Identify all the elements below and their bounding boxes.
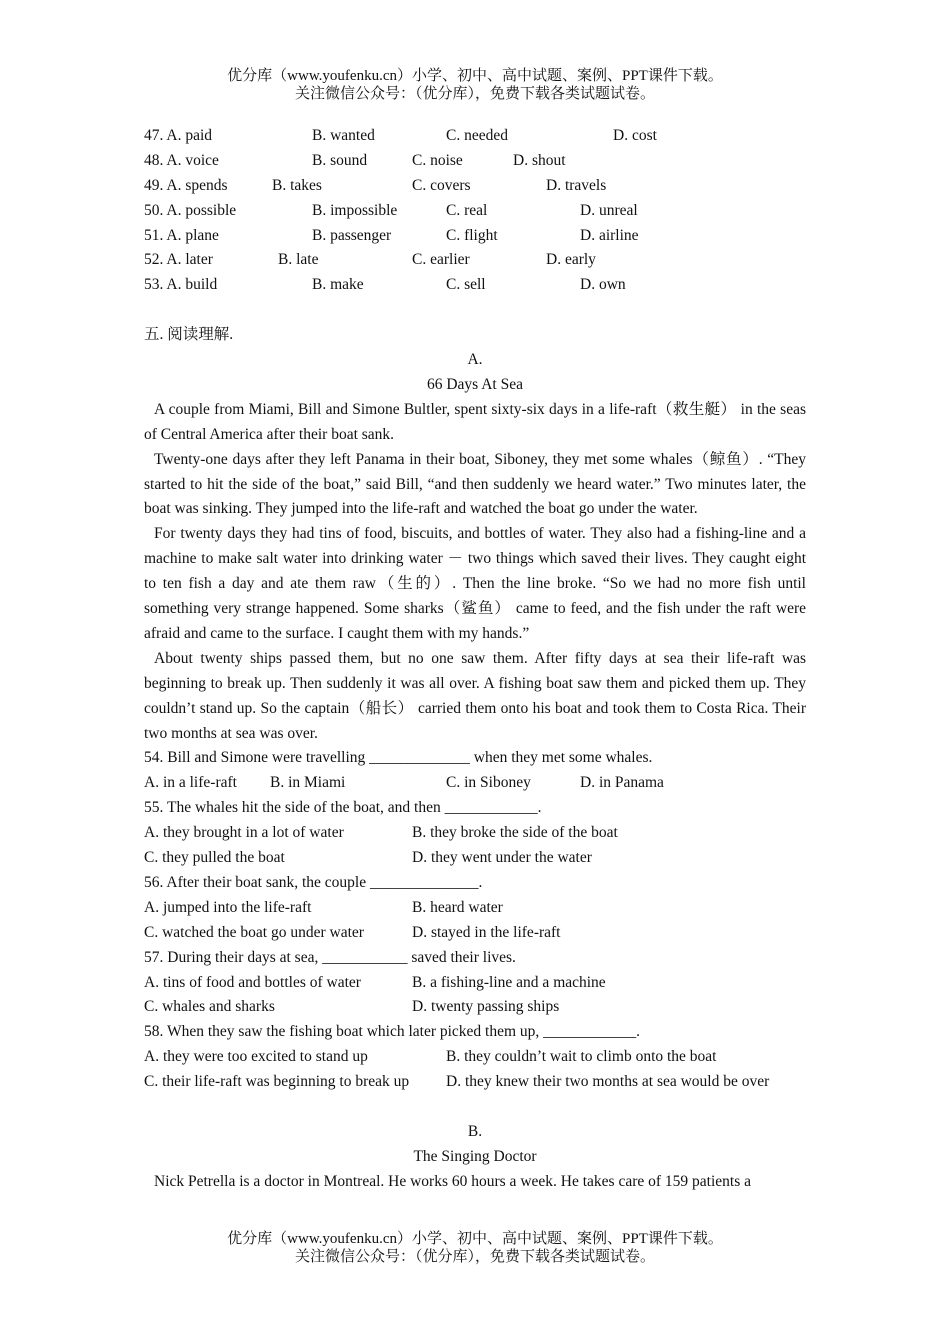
page-header <box>0 67 950 103</box>
question-56-stem: 56. After their boat sank, the couple ______________. <box>144 873 483 891</box>
question-54-stem: 54. Bill and Simone were travelling _____________ when they met some whales. <box>144 749 653 767</box>
spacer <box>144 298 806 323</box>
question-57-options-row-1: A. tins of food and bottles of water B. a fishing-line and a machine <box>144 973 606 991</box>
cloze-row-52: 52. A. later B. late C. earlier D. early <box>144 251 596 269</box>
question-56-options-row-1: A. jumped into the life-raft B. heard water <box>144 898 503 916</box>
passage-a-paragraph-1: A couple from Miami, Bill and Simone Bultler, spent sixty-six days in a life-raft（救生艇） in the seas of Central America after their boat sank. <box>144 400 806 443</box>
passage-b-first-line: Nick Petrella is a doctor in Montreal. He works 60 hours a week. He takes care of 159 patients a <box>154 1172 751 1190</box>
passage-a-paragraph-4: About twenty ships passed them, but no one saw them. After fifty days at sea their life-raft was beginning to break up. Then suddenly it was all over. A fishing boat saw them and picked them up. They couldn’t stand up. So the captain（船长） carried them onto his boat and took them to Costa Rica. Their two months at sea was over. <box>144 649 806 742</box>
question-58-options-row-2: C. their life-raft was beginning to break up D. they knew their two months at sea would be over <box>144 1073 770 1091</box>
header-line-1: 优分库（www.youfenku.cn）小学、初中、高中试题、案例、PPT课件下载。 <box>227 68 723 84</box>
footer-line-1: 优分库（www.youfenku.cn）小学、初中、高中试题、案例、PPT课件下载。 <box>227 1231 723 1247</box>
question-58-options-row-1: A. they were too excited to stand up B. they couldn’t wait to climb onto the boat <box>144 1048 717 1066</box>
question-56-options-row-2: C. watched the boat go under water D. stayed in the life-raft <box>144 923 561 941</box>
passage-a-label: A. <box>467 351 483 369</box>
question-57-options-row-2: C. whales and sharks D. twenty passing ships <box>144 998 560 1016</box>
question-54-options: A. in a life-raft B. in Miami C. in Siboney D. in Panama <box>144 774 664 792</box>
cloze-row-49: 49. A. spends B. takes C. covers D. travels <box>144 176 607 194</box>
cloze-row-51: 51. A. plane B. passenger C. flight D. airline <box>144 226 639 244</box>
cloze-row-50: 50. A. possible B. impossible C. real D. unreal <box>144 201 638 219</box>
passage-a-paragraph-2: Twenty-one days after they left Panama in their boat, Siboney, they met some whales（鲸鱼）. “They started to hit the side of the boat,” said Bill, “and then suddenly we heard water.” Two minutes later, the boat was sinking. They jumped into the life-raft and watched the boat go under the water. <box>144 450 806 518</box>
section-title: 五. 阅读理解. <box>144 326 234 344</box>
passage-b-label: B. <box>467 1122 483 1140</box>
question-55-options-row-1: A. they brought in a lot of water B. they broke the side of the boat <box>144 824 618 842</box>
passage-b-title: The Singing Doctor <box>413 1147 537 1165</box>
cloze-row-48: 48. A. voice B. sound C. noise D. shout <box>144 151 566 169</box>
passage-a-paragraph-3: For twenty days they had tins of food, biscuits, and bottles of water. They also had a fishing-line and a machine to make salt water into drinking water － two things which saved their lives. They caught eight to ten fish a day and ate them raw（生的）. Then the line broke. “So we had no more fish until something very strange happened. Some sharks（鲨鱼） came to feed, and the fish under the raft were afraid and came to the surface. I caught them with my hands.” <box>144 525 806 642</box>
question-55-stem: 55. The whales hit the side of the boat, and then ____________. <box>144 799 542 817</box>
footer-line-2: 关注微信公众号：（优分库），免费下载各类试题试卷。 <box>294 1249 655 1265</box>
cloze-row-53: 53. A. build B. make C. sell D. own <box>144 276 626 294</box>
question-57-stem: 57. During their days at sea, ___________ saved their lives. <box>144 948 516 966</box>
page-footer <box>0 1230 950 1266</box>
header-line-2: 关注微信公众号：（优分库），免费下载各类试题试卷。 <box>294 86 655 102</box>
spacer <box>144 1095 806 1120</box>
page-content <box>144 124 806 1195</box>
question-55-options-row-2: C. they pulled the boat D. they went under the water <box>144 849 592 867</box>
question-58-stem: 58. When they saw the fishing boat which later picked them up, ____________. <box>144 1023 641 1041</box>
cloze-row-47: 47. A. paid B. wanted C. needed D. cost <box>144 127 657 144</box>
passage-a-title: 66 Days At Sea <box>426 375 523 393</box>
